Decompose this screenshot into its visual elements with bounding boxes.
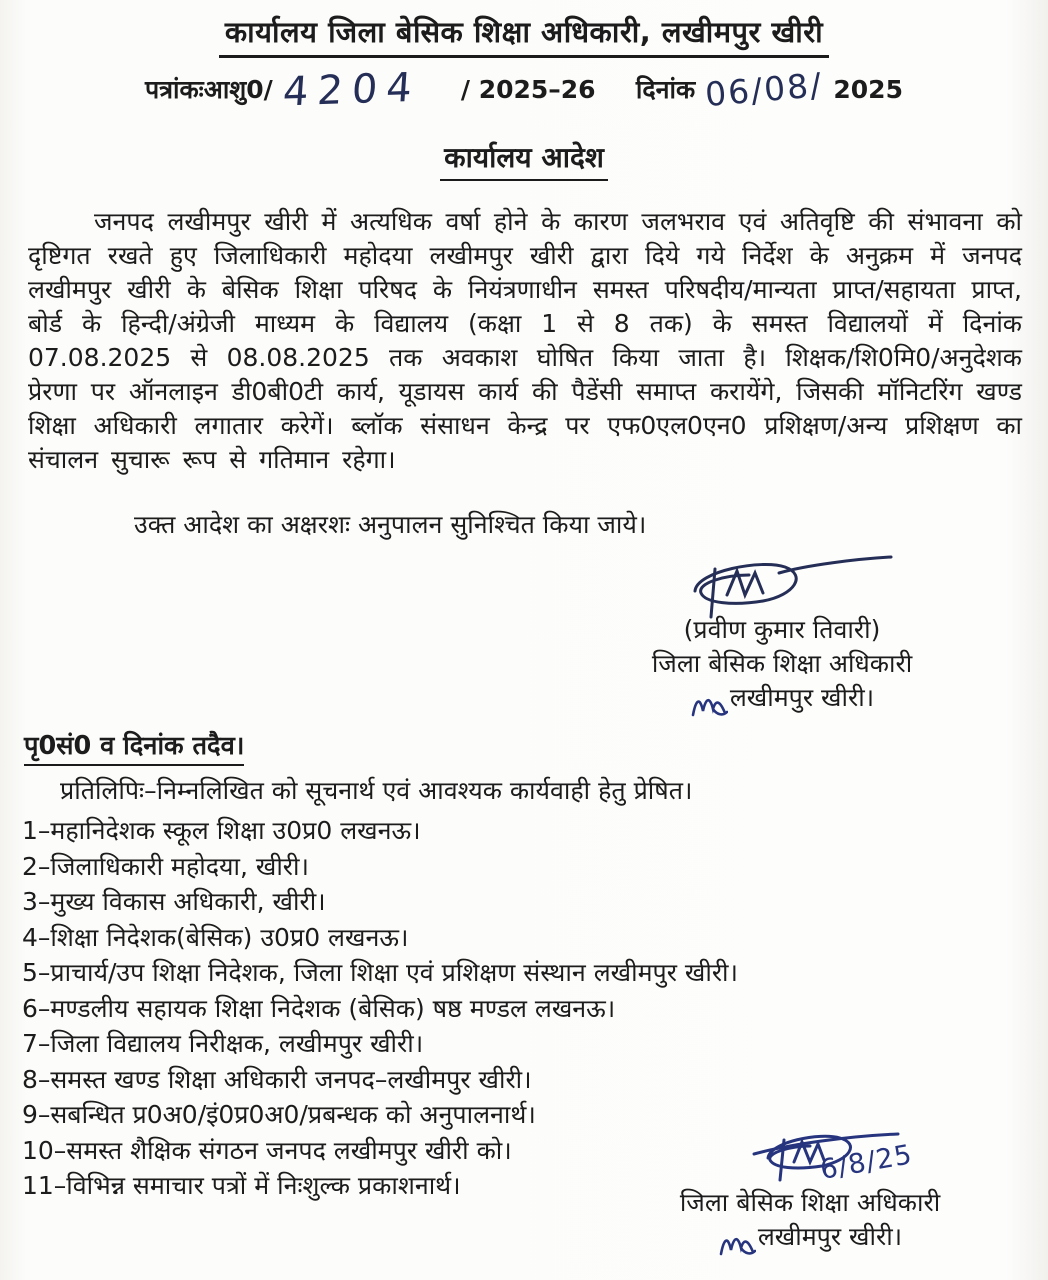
letterhead <box>0 0 1048 116</box>
list-item: 4–शिक्षा निदेशक(बेसिक) उ0प्र0 लखनऊ। <box>22 922 409 952</box>
signatory-place: लखीमपुर खीरी। <box>757 1222 903 1251</box>
signatory-name: (प्रवीण कुमार तिवारी) <box>683 615 881 644</box>
order-heading: कार्यालय आदेश <box>440 138 608 181</box>
order-heading-wrap <box>0 138 1048 181</box>
reference-session: / 2025–26 <box>460 75 596 104</box>
signatory-place: लखीमपुर खीरी। <box>729 683 875 712</box>
list-item: 1–महानिदेशक स्कूल शिक्षा उ0प्र0 लखनऊ। <box>22 816 421 845</box>
signature-block-top <box>602 551 962 722</box>
reference-number-group <box>145 62 423 116</box>
list-item: 3–मुख्य विकास अधिकारी, खीरी। <box>22 887 326 916</box>
copy-to-line: प्रतिलिपिः–निम्नलिखित को सूचनार्थ एवं आवश्यक कार्यवाही हेतु प्रेषित। <box>60 776 693 805</box>
signatory-designation: जिला बेसिक शिक्षा अधिकारी <box>651 649 913 678</box>
reference-label: पत्रांकःआशु0/ <box>145 75 273 104</box>
compliance-line: उक्त आदेश का अक्षरशः अनुपालन सुनिश्चित किया जाये। <box>134 510 647 539</box>
reference-date-group <box>635 64 903 115</box>
reference-number-handwritten: 4204 <box>281 64 423 116</box>
signature-date-handwritten: 6/8/25 <box>817 1139 915 1186</box>
pen-initial-mark-icon <box>718 1228 756 1258</box>
list-item: 8–समस्त खण्ड शिक्षा अधिकारी जनपद–लखीमपुर खीरी। <box>22 1064 532 1094</box>
list-item: 9–सबन्धित प्र0अ0/इं0प्र0अ0/प्रबन्धक को अनुपालनार्थ। <box>22 1100 536 1129</box>
date-year: 2025 <box>833 75 903 104</box>
list-item: 5–प्राचार्य/उप शिक्षा निदेशक, जिला शिक्षा एवं प्रशिक्षण संस्थान लखीमपुर खीरी। <box>22 958 738 987</box>
signature-block-bottom <box>630 1128 990 1261</box>
signatory-place-line <box>718 1220 902 1254</box>
pen-initial-mark-icon <box>690 689 728 719</box>
reference-line <box>145 62 903 116</box>
date-handwritten: 06/08/ <box>703 64 825 115</box>
order-body-paragraph: जनपद लखीमपुर खीरी में अत्यधिक वर्षा होने के कारण जलभराव एवं अतिवृष्टि की संभावना को दृष्टिगत रखते हुए जिलाधिकारी महोदया लखीमपुर खीरी द्वारा दिये गये निर्देश के अनुक्रम में जनपद लखीमपुर खीरी के बेसिक शिक्षा परिषद के नियंत्रणाधीन समस्त परिषदीय/मान्यता प्राप्त/सहायता प्राप्त, बोर्ड के हिन्दी/अंग्रेजी माध्यम के विद्यालय (कक्षा 1 से 8 तक) के समस्त विद्यालयों में दिनांक 07.08.2025 से 08.08.2025 तक अवकाश घोषित किया जाता है। शिक्षक/शि0मि0/अनुदेशक प्रेरणा पर ऑनलाइन डी0बी0टी कार्य, यूडायस कार्य की पैडेंसी समाप्त करायेंगे, जिसकी मॉनिटरिंग खण्ड शिक्षा अधिकारी लगातार करेगें। ब्लॉक संसाधन केन्द्र पर एफ0एल0एन0 प्रशिक्षण/अन्य प्रशिक्षण का संचालन सुचारू रूप से गतिमान रहेगा। <box>28 207 1022 474</box>
date-label: दिनांक <box>635 75 696 104</box>
endorsement-heading: पृ0सं0 व दिनांक तदैव। <box>24 728 244 766</box>
office-title: कार्यालय जिला बेसिक शिक्षा अधिकारी, लखीमपुर खीरी <box>219 12 829 58</box>
list-item: 10–समस्त शैक्षिक संगठन जनपद लखीमपुर खीरी को। <box>22 1135 512 1165</box>
signatory-designation: जिला बेसिक शिक्षा अधिकारी <box>679 1188 941 1217</box>
list-item: 11–विभिन्न समाचार पत्रों में निःशुल्क प्रकाशनार्थ। <box>22 1171 461 1200</box>
list-item: 2–जिलाधिकारी महोदया, खीरी। <box>22 851 309 881</box>
signature-scrawl-wrap <box>630 1128 990 1186</box>
list-item: 6–मण्डलीय सहायक शिक्षा निदेशक (बेसिक) षष्ठ मण्डल लखनऊ। <box>22 993 616 1023</box>
list-item: 7–जिला विद्यालय निरीक्षक, लखीमपुर खीरी। <box>22 1029 424 1058</box>
signatory-place-line <box>690 681 874 715</box>
